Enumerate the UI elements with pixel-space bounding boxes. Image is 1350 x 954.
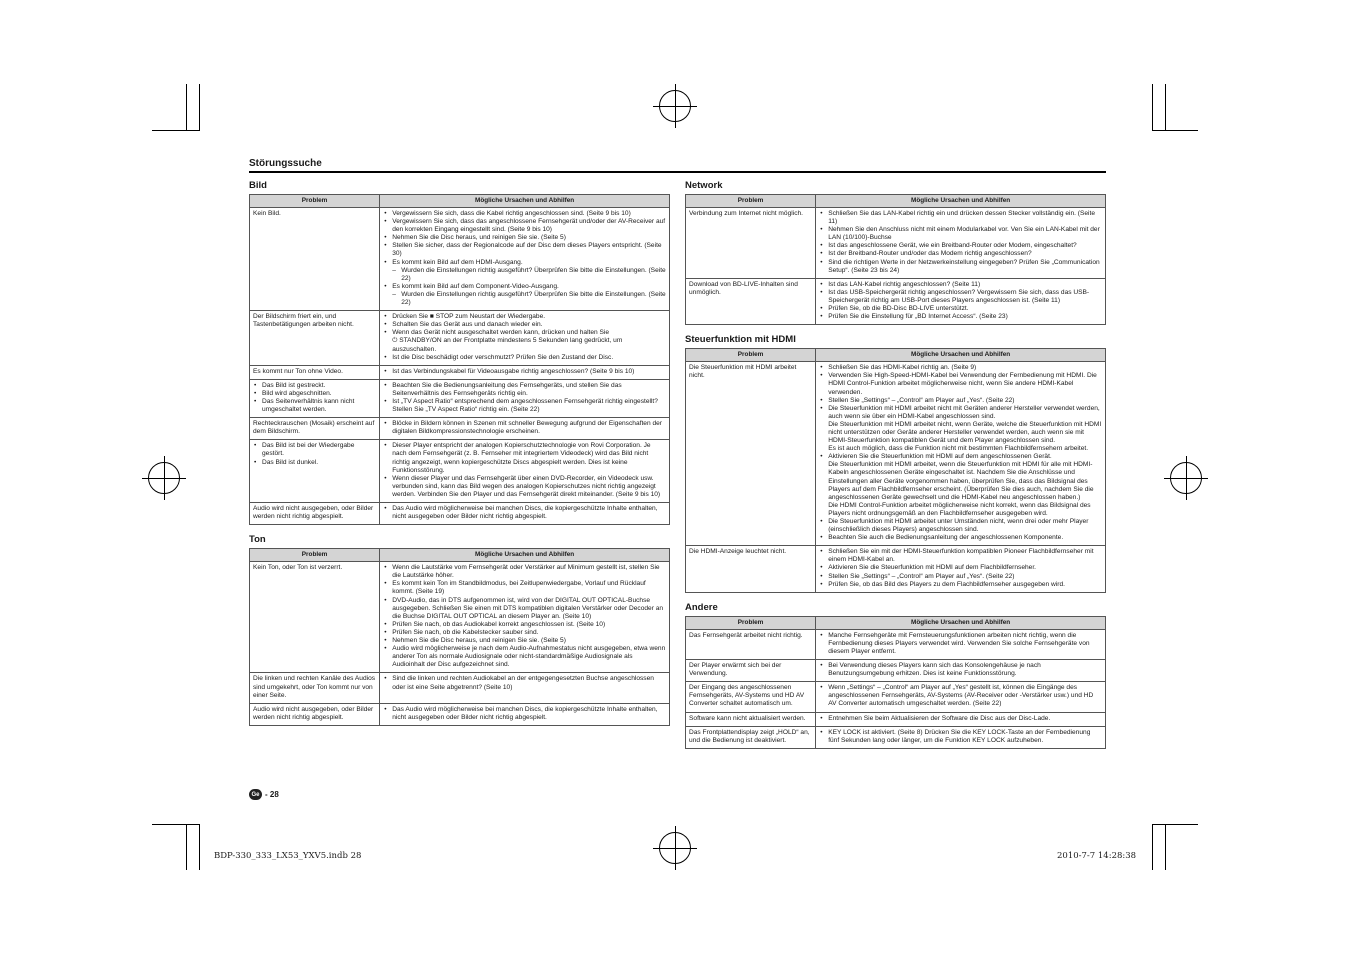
solution-cell — [380, 379, 670, 417]
solution-list — [383, 564, 666, 669]
solution-list — [383, 313, 666, 362]
problem-text: Es kommt nur Ton ohne Video. — [253, 367, 343, 375]
solution-cell — [380, 311, 670, 366]
solution-item: • Vergewissern Sie sich, dass das angeschlossene Fernsehgerät und/oder der AV-Receiver auf den korrekten Eingang eingestellt sind. (Seite 9 bis 10) — [383, 218, 666, 234]
problem-cell — [686, 546, 816, 592]
solution-item: Die HDMI Control-Funktion arbeitet möglicherweise nicht korrekt, wenn das Bildsignal des Players nicht ordnungsgemäß an den Flachbildfernseher ausgegeben wird. — [828, 501, 1091, 517]
solution-item: • Beachten Sie auch die Bedienungsanleitung der angeschlossenen Komponente. — [819, 534, 1102, 542]
bild-heading: Bild — [249, 180, 267, 191]
table-row — [250, 703, 670, 725]
ton-heading: Ton — [249, 534, 266, 546]
problem-cell — [250, 418, 380, 440]
network-heading: Network — [685, 180, 723, 191]
problem-cell — [250, 703, 380, 725]
hdmi-table — [685, 348, 1106, 593]
problem-text: Audio wird nicht ausgegeben, oder Bilder werden nicht richtig abgespielt. — [253, 705, 374, 721]
table-row — [686, 726, 1106, 748]
problem-text: Die HDMI-Anzeige leuchtet nicht. — [689, 548, 787, 556]
header-rule — [249, 171, 1106, 173]
problem-item: • Bild wird abgeschnitten. — [253, 390, 376, 398]
crop-mark — [1165, 824, 1166, 870]
crop-mark — [1152, 84, 1153, 130]
solution-item: • Das Audio wird möglicherweise bei manchen Discs, die kopiergeschützte Inhalte enthalten, nicht ausgegeben oder Bilder nicht richtig abgespielt. — [383, 505, 666, 521]
header-problem: Problem — [686, 195, 816, 208]
solution-cell — [380, 208, 670, 311]
solution-item: • Stellen Sie sicher, dass der Regionalcode auf der Disc dem dieses Players entspricht. (Seite 30) — [383, 242, 666, 258]
page-number-text: - 28 — [265, 790, 279, 799]
problem-cell — [686, 726, 816, 748]
solution-item: • Schalten Sie das Gerät aus und danach wieder ein. — [383, 321, 666, 329]
left-column — [249, 180, 670, 726]
problem-text: Der Eingang des angeschlossenen Fernsehgeräts, AV-Systems und HD AV Converter schaltet automatisch um. — [689, 684, 805, 708]
hdmi-heading: Steuerfunktion mit HDMI — [685, 334, 796, 346]
footer-file-info: BDP-330_333_LX53_YXV5.indb 28 — [214, 851, 362, 861]
problem-text: Die linken und rechten Kanäle des Audios sind umgekehrt, oder Ton kommt nur von einer Seite. — [253, 675, 376, 699]
table-row — [686, 208, 1106, 279]
table-row — [250, 503, 670, 525]
solution-cell — [816, 208, 1106, 279]
problem-text: Download von BD-LIVE-Inhalten sind unmöglich. — [689, 280, 798, 296]
andere-heading: Andere — [685, 601, 718, 613]
problem-cell — [686, 682, 816, 712]
problem-cell — [686, 208, 816, 279]
solution-item: – Wurden die Einstellungen richtig ausgeführt? Überprüfen Sie bitte die Einstellungen. (Seite 22) — [383, 267, 666, 283]
solution-item: • Nehmen Sie die Disc heraus, und reinigen Sie sie. (Seite 5) — [383, 234, 666, 242]
solution-item: • Es kommt kein Bild auf dem HDMI-Ausgang. — [383, 259, 666, 267]
solution-item: • Ist der Breitband-Router und/oder das Modem richtig angeschlossen? — [819, 250, 1102, 258]
problem-text: Der Bildschirm friert ein, und Tastenbetätigungen arbeiten nicht. — [253, 313, 354, 329]
header-solution: Mögliche Ursachen und Abhilfen — [816, 195, 1106, 208]
table-row — [250, 440, 670, 503]
crop-mark — [1152, 824, 1153, 870]
section-title: Störungssuche — [249, 158, 322, 169]
solution-item: • Prüfen Sie, ob das Bild des Players zu dem Flachbildfernseher ausgegeben wird. — [819, 581, 1102, 589]
problem-cell — [686, 660, 816, 682]
table-row — [250, 365, 670, 379]
solution-item: • Schließen Sie das HDMI-Kabel richtig an. (Seite 9) — [819, 364, 1102, 372]
registration-mark-right — [1164, 456, 1208, 500]
solution-list — [383, 420, 666, 436]
table-row — [686, 682, 1106, 712]
problem-cell — [250, 673, 380, 703]
problem-text: Die Steuerfunktion mit HDMI arbeitet nicht. — [689, 364, 797, 380]
problem-item: • Das Bild ist gestreckt. — [253, 382, 376, 390]
solution-cell — [816, 546, 1106, 592]
network-table — [685, 194, 1106, 325]
crop-mark — [199, 824, 200, 870]
table-row — [250, 311, 670, 366]
solution-item: • DVD-Audio, das in DTS aufgenommen ist, wird von der DIGITAL OUT OPTICAL-Buchse ausgegeben. Schließen Sie einen mit DTS kompatiblen digitalen Verstärker oder Decoder an die Buchse DIGITAL OUT OPTICAL an diesem Player an. (Seite 10) — [383, 597, 666, 621]
solution-item: • Ist das Verbindungskabel für Videoausgabe richtig angeschlossen? (Seite 9 bis 10) — [383, 368, 666, 376]
solution-list — [819, 210, 1102, 275]
crop-mark — [1152, 824, 1198, 825]
solution-item: • Prüfen Sie nach, ob das Audiokabel korrekt angeschlossen ist. (Seite 10) — [383, 621, 666, 629]
solution-item: • Sind die richtigen Werte in der Netzwerkeinstellung eingegeben? Prüfen Sie „Communication Setup“. (Seite 23 bis 24) — [819, 259, 1102, 275]
table-row — [250, 562, 670, 673]
crop-mark — [1152, 130, 1198, 131]
problem-text: Verbindung zum Internet nicht möglich. — [689, 210, 803, 217]
header-problem: Problem — [686, 349, 816, 362]
solution-item: • Ist das USB-Speichergerät richtig angeschlossen? Vergewissern Sie sich, dass das USB-Speichergerät richtig am USB-Port dieses Players angeschlossen ist. (Seite 11) — [819, 289, 1102, 305]
solution-item: • Vergewissern Sie sich, dass die Kabel richtig angeschlossen sind. (Seite 9 bis 10) — [383, 210, 666, 218]
solution-cell — [816, 629, 1106, 659]
solution-item: • Prüfen Sie, ob die BD-Disc BD-LIVE unterstützt. — [819, 305, 1102, 313]
problem-cell — [250, 208, 380, 311]
solution-cell — [380, 440, 670, 503]
solution-item: • Wenn das Gerät nicht ausgeschaltet werden kann, drücken und halten Sie — [383, 329, 666, 337]
problem-text: Kein Ton, oder Ton ist verzerrt. — [253, 564, 343, 572]
solution-item: • Aktivieren Sie die Steuerfunktion mit HDMI auf dem angeschlossenen Gerät. — [819, 453, 1102, 461]
table-row — [686, 712, 1106, 726]
solution-item: – Wurden die Einstellungen richtig ausgeführt? Überprüfen Sie bitte die Einstellungen. (Seite 22) — [383, 291, 666, 307]
solution-list — [383, 368, 666, 376]
problem-text: Audio wird nicht ausgegeben, oder Bilder werden nicht richtig abgespielt. — [253, 505, 374, 521]
solution-cell — [380, 503, 670, 525]
solution-item: • Wenn „Settings“ – „Control“ am Player auf „Yes“ gestellt ist, können die Eingänge des angeschlossenen Fernsehgeräts, AV-Systems (AV-Receiver oder -Verstärker usw.) und HD AV Converter automatisch umgeschaltet werden. (Seite 22) — [819, 684, 1102, 708]
solution-list — [819, 662, 1102, 678]
problem-text: Rechteckrauschen (Mosaik) erscheint auf dem Bildschirm. — [253, 420, 375, 436]
crop-mark — [199, 84, 200, 130]
solution-item: • Blöcke in Bildern können in Szenen mit schneller Bewegung aufgrund der Eigenschaften der digitalen Bildkompressionstechnologie erscheinen. — [383, 420, 666, 436]
ton-table — [249, 548, 670, 726]
header-solution: Mögliche Ursachen und Abhilfen — [380, 549, 670, 562]
problem-cell — [250, 503, 380, 525]
header-solution: Mögliche Ursachen und Abhilfen — [816, 349, 1106, 362]
solution-item: • Bei Verwendung dieses Players kann sich das Konsolengehäuse je nach Benutzungsumgebung erhitzen. Dies ist keine Funktionsstörung. — [819, 662, 1102, 678]
solution-item: • Aktivieren Sie die Steuerfunktion mit HDMI auf dem Flachbildfernseher. — [819, 564, 1102, 572]
table-row — [686, 629, 1106, 659]
andere-table — [685, 616, 1106, 749]
solution-item: • Nehmen Sie den Anschluss nicht mit einem Modularkabel vor. Ven Sie ein LAN-Kabel mit der LAN (10/100)-Buchse — [819, 226, 1102, 242]
problem-item: • Das Bild ist bei der Wiedergabe gestört. — [253, 442, 376, 458]
solution-item: • Ist das angeschlossene Gerät, wie ein Breitband-Router oder Modem, eingeschaltet? — [819, 242, 1102, 250]
registration-mark-left — [142, 456, 186, 500]
solution-cell — [380, 365, 670, 379]
solution-item: • Ist die Disc beschädigt oder verschmutzt? Prüfen Sie den Zustand der Disc. — [383, 354, 666, 362]
solution-item: • Prüfen Sie die Einstellung für „BD Internet Access“. (Seite 23) — [819, 313, 1102, 321]
solution-item: • Schließen Sie ein mit der HDMI-Steuerfunktion kompatiblen Pioneer Flachbildfernseher mit einem HDMI-Kabel an. — [819, 548, 1102, 564]
solution-item: • Drücken Sie ■ STOP zum Neustart der Wiedergabe. — [383, 313, 666, 321]
language-badge: Ge — [249, 789, 262, 800]
solution-item: • Sind die linken und rechten Audiokabel an der entgegengesetzten Buchse angeschlossen oder ist eine Seite abgetrennt? (Seite 10) — [383, 675, 666, 691]
solution-item: • Manche Fernsehgeräte mit Fernsteuerungsfunktionen arbeiten nicht richtig, wenn die Fernbedienung dieses Players verwendet wird. Verwenden Sie solche Fernsehgeräte von diesem Player entfernt. — [819, 632, 1102, 656]
table-row — [686, 660, 1106, 682]
problem-item: • Das Seitenverhältnis kann nicht umgeschaltet werden. — [253, 398, 376, 414]
problem-text: Der Player erwärmt sich bei der Verwendung. — [689, 662, 782, 678]
solution-list — [819, 364, 1102, 542]
solution-item: • Ist das LAN-Kabel richtig angeschlossen? (Seite 11) — [819, 281, 1102, 289]
problem-cell — [686, 278, 816, 324]
solution-list — [383, 505, 666, 521]
table-row — [686, 278, 1106, 324]
table-row — [250, 379, 670, 417]
solution-list — [819, 632, 1102, 656]
header-problem: Problem — [250, 549, 380, 562]
solution-cell — [816, 712, 1106, 726]
solution-item: • Entnehmen Sie beim Aktualisieren der Software die Disc aus der Disc-Lade. — [819, 715, 1102, 723]
solution-item: • Prüfen Sie nach, ob die Kabelstecker sauber sind. — [383, 629, 666, 637]
crop-mark — [186, 824, 187, 870]
problem-text: Das Frontplattendisplay zeigt „HOLD“ an, und die Bedienung ist deaktiviert. — [689, 728, 810, 744]
solution-item: • Schließen Sie das LAN-Kabel richtig ein und drücken dessen Stecker vollständig ein. (Seite 11) — [819, 210, 1102, 226]
problem-cell — [250, 365, 380, 379]
solution-item: • KEY LOCK ist aktiviert. (Seite 8) Drücken Sie die KEY LOCK-Taste an der Fernbedienung fünf Sekunden lang oder länger, um die Funktion KEY LOCK aufzuheben. — [819, 729, 1102, 745]
solution-cell — [380, 418, 670, 440]
solution-item: • Es kommt kein Ton im Standbildmodus, bei Zeitlupenwiedergabe, Vorlauf und Rücklauf kommt. (Seite 19) — [383, 580, 666, 596]
solution-item: • Die Steuerfunktion mit HDMI arbeitet unter Umständen nicht, wenn drei oder mehr Player (einschließlich dieses Players) angeschlossen sind. — [819, 518, 1102, 534]
header-problem: Problem — [250, 195, 380, 208]
solution-cell — [816, 660, 1106, 682]
problem-list — [253, 382, 376, 414]
header-solution: Mögliche Ursachen und Abhilfen — [380, 195, 670, 208]
solution-list — [819, 281, 1102, 321]
solution-cell — [380, 562, 670, 673]
solution-list — [819, 715, 1102, 723]
problem-cell — [250, 379, 380, 417]
solution-item: ⏻ STANDBY/ON an der Frontplatte mindestens 5 Sekunden lang gedrückt, um auszuschalten. — [392, 337, 623, 353]
bild-table — [249, 194, 670, 525]
solution-cell — [816, 726, 1106, 748]
solution-list — [383, 210, 666, 307]
table-row — [250, 208, 670, 311]
solution-item: • Verwenden Sie High-Speed-HDMI-Kabel bei Verwendung der Fernbedienung mit HDMI. Die HDMI Control-Funktion arbeitet möglicherweise nicht, wenn Sie andere HDMI-Kabel verwenden. — [819, 372, 1102, 396]
problem-cell — [686, 712, 816, 726]
solution-item: Die Steuerfunktion mit HDMI arbeitet nicht, wenn Geräte, welche die Steuerfunktion mit HDMI nicht unterstützen oder Geräte anderer Hersteller verwendet werden, auch wenn sie mit HDMI-Steuerfunktion kompatiblen Gerät und dem Player angeschlossen sind. — [828, 420, 1102, 445]
crop-mark — [186, 84, 187, 130]
problem-cell — [250, 562, 380, 673]
problem-cell — [686, 362, 816, 546]
solution-cell — [380, 673, 670, 703]
solution-item: Es ist auch möglich, dass die Funktion nicht mit bestimmten Flachbildfernsehern arbeitet. — [828, 445, 1089, 453]
table-row — [250, 418, 670, 440]
problem-cell — [686, 629, 816, 659]
problem-text: Kein Bild. — [253, 210, 281, 217]
problem-cell — [250, 440, 380, 503]
problem-list — [253, 442, 376, 466]
solution-cell — [816, 682, 1106, 712]
solution-list — [383, 442, 666, 499]
table-row — [250, 673, 670, 703]
solution-item: • Wenn die Lautstärke vom Fernsehgerät oder Verstärker auf Minimum gestellt ist, stellen Sie die Lautstärke höher. — [383, 564, 666, 580]
solution-list — [819, 684, 1102, 708]
solution-item: • Audio wird möglicherweise je nach dem Audio-Aufnahmestatus nicht ausgegeben, etwa wenn anderer Ton als normale Audiosignale oder nicht-standardmäßige Audiosignale als Audioinhalt der Disc aufgezeichnet sind. — [383, 645, 666, 669]
crop-mark — [1165, 84, 1166, 130]
solution-item: • Dieser Player entspricht der analogen Kopierschutztechnologie von Rovi Corporation. Je nach dem Fernsehgerät (z. B. Fernseher mit integriertem Videodeck) wird das Bild nicht richtig angezeigt, wenn kopiergeschützte Discs abgespielt werden. Dies ist keine Funktionsstörung. — [383, 442, 666, 474]
solution-item: • Ist „TV Aspect Ratio“ entsprechend dem angeschlossenen Fernsehgerät richtig eingestellt? Stellen Sie „TV Aspect Ratio“ richtig ein. (Seite 22) — [383, 398, 666, 414]
solution-item: • Nehmen Sie die Disc heraus, und reinigen Sie sie. (Seite 5) — [383, 637, 666, 645]
problem-cell — [250, 311, 380, 366]
header-solution: Mögliche Ursachen und Abhilfen — [816, 616, 1106, 629]
registration-mark-bottom — [653, 826, 697, 870]
solution-cell — [816, 278, 1106, 324]
solution-list — [383, 675, 666, 691]
solution-list — [819, 729, 1102, 745]
page-number — [249, 789, 279, 800]
crop-mark — [152, 824, 200, 825]
problem-text: Software kann nicht aktualisiert werden. — [689, 714, 806, 722]
problem-item: • Das Bild ist dunkel. — [253, 459, 376, 467]
table-row — [686, 362, 1106, 546]
crop-mark — [152, 130, 200, 131]
solution-list — [819, 548, 1102, 588]
solution-list — [383, 382, 666, 414]
registration-mark-top — [653, 84, 697, 128]
solution-item: • Beachten Sie die Bedienungsanleitung des Fernsehgeräts, und stellen Sie das Seitenverhältnis des Fernsehgeräts richtig ein. — [383, 382, 666, 398]
header-problem: Problem — [686, 616, 816, 629]
table-row — [686, 546, 1106, 592]
solution-item: • Stellen Sie „Settings“ – „Control“ am Player auf „Yes“. (Seite 22) — [819, 573, 1102, 581]
problem-text: Das Fernsehgerät arbeitet nicht richtig. — [689, 631, 803, 639]
footer-timestamp: 2010-7-7 14:28:38 — [1057, 851, 1137, 861]
right-column — [685, 180, 1106, 749]
solution-cell — [816, 362, 1106, 546]
solution-item: • Es kommt kein Bild auf dem Component-Video-Ausgang. — [383, 283, 666, 291]
solution-list — [383, 706, 666, 722]
solution-item: • Stellen Sie „Settings“ – „Control“ am Player auf „Yes“. (Seite 22) — [819, 397, 1102, 405]
solution-item: • Die Steuerfunktion mit HDMI arbeitet nicht mit Geräten anderer Hersteller verwendet werden, auch wenn sie über ein HDMI-Kabel angeschlossen sind. — [819, 405, 1102, 421]
solution-item: • Wenn dieser Player und das Fernsehgerät über einen DVD-Recorder, ein Videodeck usw. verbunden sind, kann das Bild wegen des analogen Kopierschutzes nicht richtig angezeigt werden. Verbinden Sie den Player und das Fernsehgerät direkt miteinander. (Seite 9 bis 10) — [383, 475, 666, 499]
solution-cell — [380, 703, 670, 725]
solution-item: • Das Audio wird möglicherweise bei manchen Discs, die kopiergeschützte Inhalte enthalten, nicht ausgegeben oder Bilder nicht richtig abgespielt. — [383, 706, 666, 722]
solution-item: Die Steuerfunktion mit HDMI arbeitet, wenn die Steuerfunktion mit HDMI für alle mit HDMI-Kabeln angeschlossenen Geräte eingeschaltet ist. Nachdem Sie die Anschlüsse und Einstellungen aller Geräte vorgenommen haben, überprüfen Sie, dass das Bildsignal des Players auf dem Flachbildfernseher erscheint. (Überprüfen Sie dies auch, nachdem Sie die angeschlossenen Geräte gewechselt und die HDMI-Kabel neu angeschlossen haben.) — [828, 461, 1094, 501]
